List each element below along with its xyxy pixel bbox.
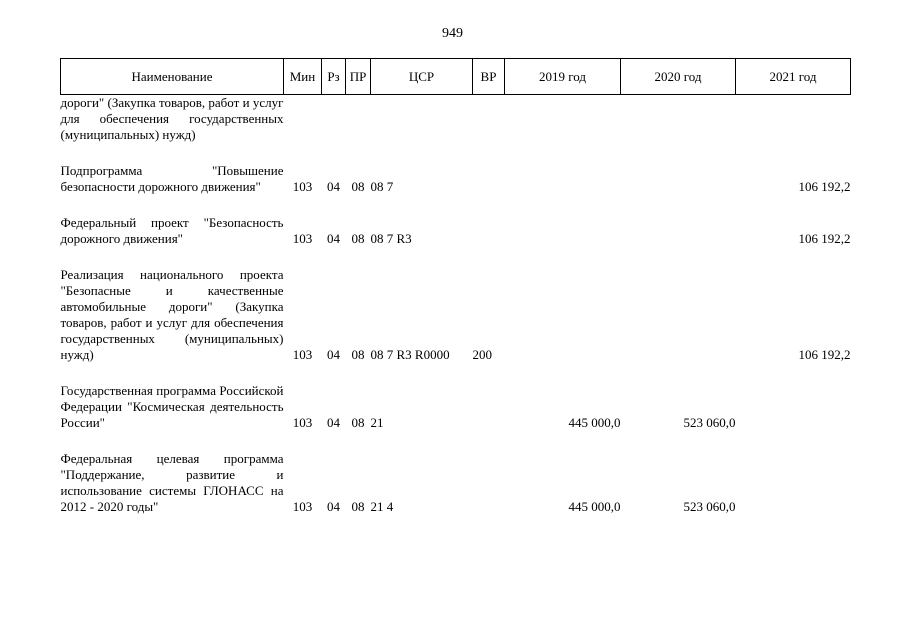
row-2019: 445 000,0 xyxy=(568,499,621,514)
row-pr: 08 xyxy=(351,231,365,246)
row-csr: 08 7 R3 xyxy=(370,231,412,246)
row-vr xyxy=(473,363,505,431)
row-csr: 21 xyxy=(370,415,384,430)
header-2021: 2021 год xyxy=(736,59,851,95)
row-vr xyxy=(473,431,505,515)
header-name: Наименование xyxy=(61,59,284,95)
table-row xyxy=(61,363,851,431)
row-vr xyxy=(473,143,505,195)
row-min: 103 xyxy=(292,499,313,514)
row-min: 103 xyxy=(292,347,313,362)
row-pr: 08 xyxy=(351,415,365,430)
row-rz: 04 xyxy=(327,499,340,514)
row-2019 xyxy=(505,95,621,144)
header-2019: 2019 год xyxy=(505,59,621,95)
row-pr xyxy=(346,95,371,144)
header-pr: ПР xyxy=(346,59,371,95)
row-2020 xyxy=(621,143,736,195)
row-rz: 04 xyxy=(327,179,340,194)
row-csr: 08 7 xyxy=(370,179,394,194)
row-name: Подпрограмма "Повышение безопасности дорожного движения" xyxy=(60,163,284,194)
row-rz xyxy=(322,95,346,144)
page-number: 949 xyxy=(442,26,463,41)
row-vr xyxy=(473,95,505,144)
row-vr xyxy=(473,195,505,247)
table-row xyxy=(61,247,851,363)
row-2020 xyxy=(621,247,736,363)
row-rz: 04 xyxy=(327,231,340,246)
row-2020: 523 060,0 xyxy=(683,415,736,430)
row-name: Федеральный проект "Безопасность дорожного движения" xyxy=(60,215,284,246)
row-pr: 08 xyxy=(351,179,365,194)
row-min: 103 xyxy=(292,415,313,430)
row-vr: 200 xyxy=(472,347,492,362)
table-row xyxy=(61,431,851,515)
row-rz: 04 xyxy=(327,347,340,362)
header-csr: ЦСР xyxy=(371,59,473,95)
row-rz: 04 xyxy=(327,415,340,430)
row-min: 103 xyxy=(292,179,313,194)
header-2020: 2020 год xyxy=(621,59,736,95)
row-name: Государственная программа Российской Федерации "Космическая деятельность России" xyxy=(60,383,284,430)
header-rz: Рз xyxy=(322,59,346,95)
header-min: Мин xyxy=(284,59,322,95)
row-2020: 523 060,0 xyxy=(683,499,736,514)
row-2021 xyxy=(736,95,851,144)
row-min: 103 xyxy=(292,231,313,246)
row-name: Федеральная целевая программа "Поддержание, развитие и использование системы ГЛОНАСС на 2012 - 2020 годы" xyxy=(60,451,284,514)
table-row xyxy=(61,195,851,247)
row-csr xyxy=(371,95,473,144)
row-2021 xyxy=(736,431,851,515)
row-2021 xyxy=(736,363,851,431)
table-row xyxy=(61,95,851,144)
row-pr: 08 xyxy=(351,499,365,514)
row-2021: 106 192,2 xyxy=(798,179,851,194)
row-2021: 106 192,2 xyxy=(798,231,851,246)
row-csr: 08 7 R3 R0000 xyxy=(370,347,450,362)
budget-table xyxy=(60,58,851,515)
row-min xyxy=(284,95,322,144)
row-2020 xyxy=(621,95,736,144)
table-body xyxy=(61,95,851,516)
row-2020 xyxy=(621,195,736,247)
table-header xyxy=(61,59,851,95)
header-vr: ВР xyxy=(473,59,505,95)
row-csr: 21 4 xyxy=(370,499,394,514)
row-2019 xyxy=(505,143,621,195)
row-name: дороги" (Закупка товаров, работ и услуг для обеспечения государственных (муниципальных) нужд) xyxy=(60,95,284,142)
table-row xyxy=(61,143,851,195)
row-2019 xyxy=(505,195,621,247)
row-2019: 445 000,0 xyxy=(568,415,621,430)
row-pr: 08 xyxy=(351,347,365,362)
row-name: Реализация национального проекта "Безопасные и качественные автомобильные дороги" (Закупка товаров, работ и услуг для обеспечения государственных (муниципальных) нужд) xyxy=(60,267,284,362)
row-2019 xyxy=(505,247,621,363)
row-2021: 106 192,2 xyxy=(798,347,851,362)
